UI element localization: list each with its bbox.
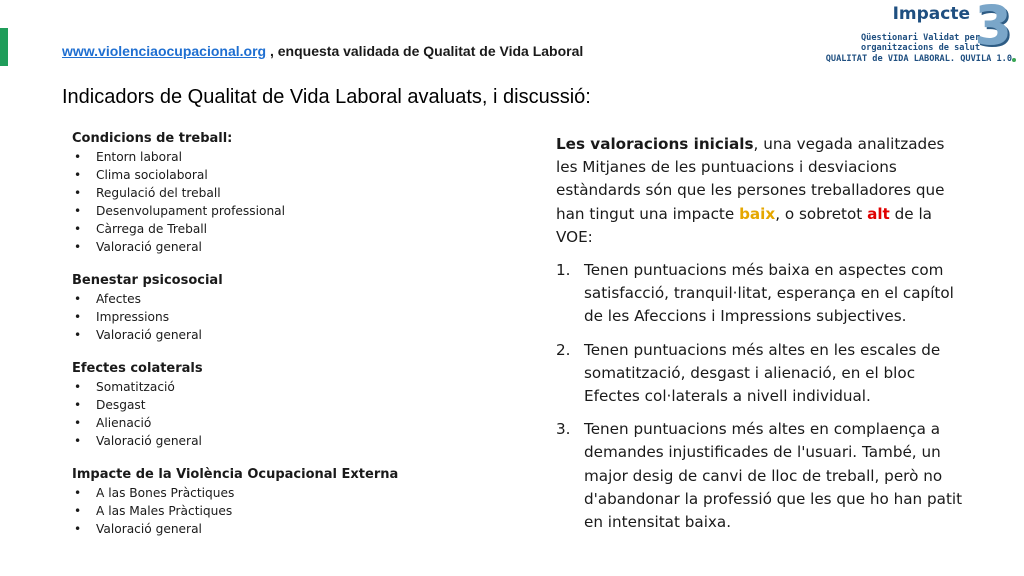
list-item: • A las Bones Pràctiques xyxy=(72,484,412,502)
intro-bold: Les valoracions inicials xyxy=(556,135,754,153)
section-heading: Impacte de la Violència Ocupacional Externa xyxy=(72,467,399,482)
point-text: Tenen puntuacions més altes en les escales de somatització, desgast i alienació, en el bloc Efectes col·laterals a nivell individual. xyxy=(584,340,941,406)
baix-highlight: baix xyxy=(739,204,776,223)
list-item: • Entorn laboral xyxy=(72,148,412,166)
list-item: • Valoració general xyxy=(72,520,412,538)
section-heading: Condicions de treball: xyxy=(72,131,233,146)
point-number: 2. xyxy=(556,340,571,359)
point-text: Tenen puntuacions més baixa en aspectes com satisfacció, tranquil·litat, esperança en el capítol de les Afeccions i Impressions subjectives. xyxy=(584,261,954,326)
logo-dot xyxy=(1012,58,1016,62)
header-line xyxy=(62,43,583,59)
intro-text-2: , o sobretot xyxy=(775,204,868,223)
header-subtitle: , enquesta validada de Qualitat de Vida Laboral xyxy=(266,43,584,59)
list-item: • Regulació del treball xyxy=(72,184,412,202)
list-item: • Valoració general xyxy=(72,326,412,344)
list-item: • Desgast xyxy=(72,396,412,414)
point-number: 1. xyxy=(556,261,571,280)
section-efectes xyxy=(72,360,412,450)
spacer xyxy=(72,256,412,272)
list-item: • Alienació xyxy=(72,414,412,432)
logo-number: 3 xyxy=(974,0,1012,57)
intro-text-3: de la VOE: xyxy=(556,204,932,246)
numbered-point xyxy=(556,339,966,409)
slide-title: Indicadors de Qualitat de Vida Laboral avaluats, i discussió: xyxy=(62,86,591,108)
section-condicions xyxy=(72,130,412,256)
intro-text: , una vegada analitzades les Mitjanes de les puntuacions i desviacions estàndards són que les persones treballadores que han tingut una impacte xyxy=(556,135,945,223)
logo-line-2: organitzacions de salut xyxy=(861,43,980,53)
section-impacte xyxy=(72,466,412,538)
section-heading: Benestar psicosocial xyxy=(72,273,223,288)
spacer xyxy=(72,450,412,466)
intro-paragraph xyxy=(556,133,966,249)
discussion-panel xyxy=(556,133,966,544)
point-text: Tenen puntuacions més altes en complaença a demandes injustificades de l'usuari. També, un major desig de canvi de lloc de treball, però no d'abandonar la professió que les que ho han patit en intensitat baixa. xyxy=(584,420,963,532)
impacte-logo xyxy=(820,0,1020,70)
website-link[interactable]: www.violenciaocupacional.org xyxy=(62,43,267,59)
logo-line-3: QUALITAT de VIDA LABORAL. QUVILA 1.0 xyxy=(825,54,1012,64)
list-item: • Afectes xyxy=(72,290,412,308)
alt-highlight: alt xyxy=(867,204,890,223)
accent-bar xyxy=(0,28,8,66)
section-benestar xyxy=(72,272,412,344)
list-item: • Impressions xyxy=(72,308,412,326)
logo-line-1: Qüestionari Validat per xyxy=(861,33,980,43)
spacer xyxy=(72,344,412,360)
logo-title: Impacte xyxy=(892,4,970,24)
numbered-point xyxy=(556,418,966,534)
numbered-point xyxy=(556,259,966,329)
point-number: 3. xyxy=(556,420,571,439)
list-item: • Valoració general xyxy=(72,238,412,256)
list-item: • Càrrega de Treball xyxy=(72,220,412,238)
section-heading: Efectes colaterals xyxy=(72,361,203,376)
list-item: • Clima sociolaboral xyxy=(72,166,412,184)
list-item: • Desenvolupament professional xyxy=(72,202,412,220)
indicators-list xyxy=(72,130,412,538)
list-item: • Valoració general xyxy=(72,432,412,450)
list-item: • Somatització xyxy=(72,378,412,396)
list-item: • A las Males Pràctiques xyxy=(72,502,412,520)
